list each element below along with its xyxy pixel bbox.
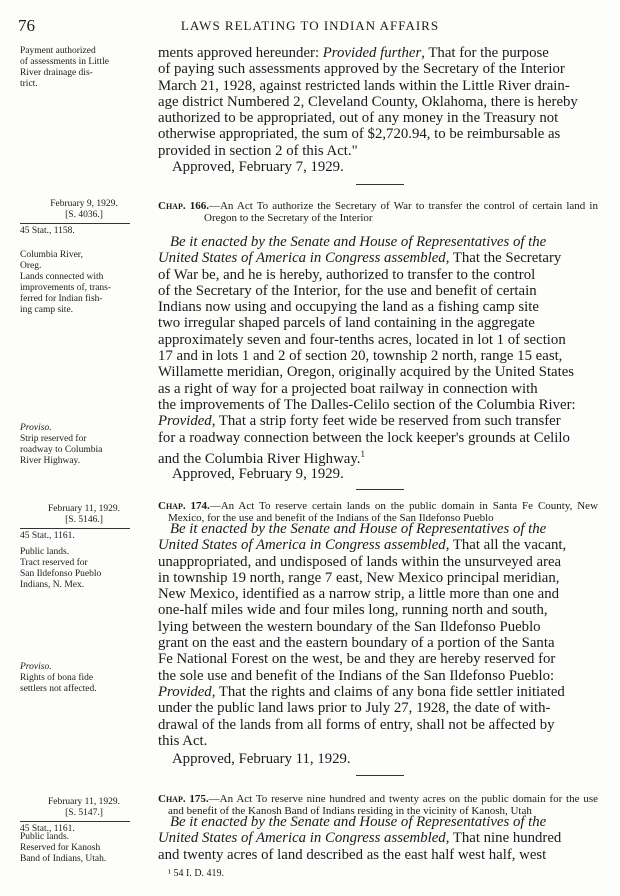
margin-header-chap174: February 11, 1929. [S. 5146.] 45 Stat., 1161. [20, 504, 148, 542]
section-text-2: Be it enacted by the Senate and House of Representatives of the United States of America in Congress assembled, That the Secretary of War be, and he is hereby, authorized to transfer to the control of the Secretary of the Interior, for the use and benefit of certain Indians now using and occupying the land as a fishing camp site two irregular shaped parcels of land containing in the aggregate approximately seven and four-tenths acres, located in lot 1 of section 17 and in lots 1 and 2 of section 20, township 2 north, range 15 east, Willamette meridian, Oregon, originally acquired by the United States as a right of way for a projected boat railway in connection with the improvements of The Dalles-Celilo section of the Columbia River: Provided, That a strip forty feet wide be reserved from such transfer for a roadway connection between the lock keeper's grounds at Celilo and the Columbia River Highway.$^1$ [158, 234, 576, 467]
approved-date-3: Approved, February 11, 1929. [172, 751, 351, 767]
margin-note-payment: Payment authorized of assessments in Little River drainage dis- trict. [20, 46, 109, 89]
footnote: ¹ 54 I. D. 419. [168, 868, 225, 879]
section-text-3: Be it enacted by the Senate and House of Representatives of the United States of America in Congress assembled, That all the vacant, unappropriated, and undisposed of lands within the unsurveyed area in township 19 north, range 7 east, New Mexico principal meridian, New Mexico, identified as a narrow strip, a little more than one and one-half miles wide and four miles long, running north and south, lying between the western boundary of the San Ildefonso Pueblo grant on the east and the eastern boundary of a portion of the Santa Fe National Forest on the west, be and they are hereby reserved for the sole use and benefit of the Indians of the San Ildefonso Pueblo: Provided, That the rights and claims of any bona fide settler initiated under the public land laws prior to July 27, 1928, the date of with- drawal of the lands from all forms of entry, shall not be affected by this Act. [158, 521, 567, 749]
section-text-1: ments approved hereunder: Provided further, That for the purpose of paying such assessments approved by the Secretary of the Interior March 21, 1928, against restricted lands within the Little River drain- age district Numbered 2, Cleveland County, Oklahoma, there is hereby authorized to be appropriated, out of any money in the Treasury not otherwise appropriated, the sum of $2,720.94, to be reimbursable as provided in section 2 of this Act." [158, 45, 578, 159]
chapter-title-175: Chap. 175.—An Act To reserve nine hundred and twenty acres on the public domain for the use and benefit of the Kanosh Band of Indians residing in the vicinity of Kanosh, Utah [158, 793, 598, 817]
running-title: LAWS RELATING TO INDIAN AFFAIRS [180, 18, 440, 33]
margin-header-chap175: February 11, 1929. [S. 5147.] 45 Stat., 1161. [20, 797, 148, 835]
approved-date-1: Approved, February 7, 1929. [172, 159, 344, 175]
margin-note-public-lands: Public lands. Tract reserved for San Ildefonso Pueblo Indians, N. Mex. [20, 547, 102, 590]
approved-date-2: Approved, February 9, 1929. [172, 466, 344, 482]
chapter-title-174: Chap. 174.—An Act To reserve certain lands on the public domain in Santa Fe County, New Mexico, for the use and benefit of the Indians of the San Ildefonso Pueblo [158, 500, 599, 524]
margin-note-kanosh: Public lands. Reserved for Kanosh Band of Indians, Utah. [20, 832, 107, 864]
chapter-title-166: Chap. 166.—An Act To authorize the Secretary of War to transfer the control of certain land in Oregon to the Secretary of the Interior [158, 200, 598, 224]
margin-proviso-strip: Proviso. Strip reserved for roadway to Columbia River Highway. [20, 423, 103, 466]
separator-rule [356, 775, 404, 776]
margin-note-columbia: Columbia River, Oreg. Lands connected with improvements of, trans- ferred for Indian fish- ing camp site. [20, 250, 112, 315]
margin-proviso-settlers: Proviso. Rights of bona fide settlers not affected. [20, 662, 97, 694]
separator-rule [356, 184, 404, 185]
margin-header-chap166: February 9, 1929. [S. 4036.] 45 Stat., 1158. [20, 199, 148, 237]
page-number: 76 [18, 16, 35, 35]
section-text-4: Be it enacted by the Senate and House of Representatives of the United States of America in Congress assembled, That nine hundred and twenty acres of land described as the east half west half, west [158, 814, 562, 863]
separator-rule [356, 489, 404, 490]
